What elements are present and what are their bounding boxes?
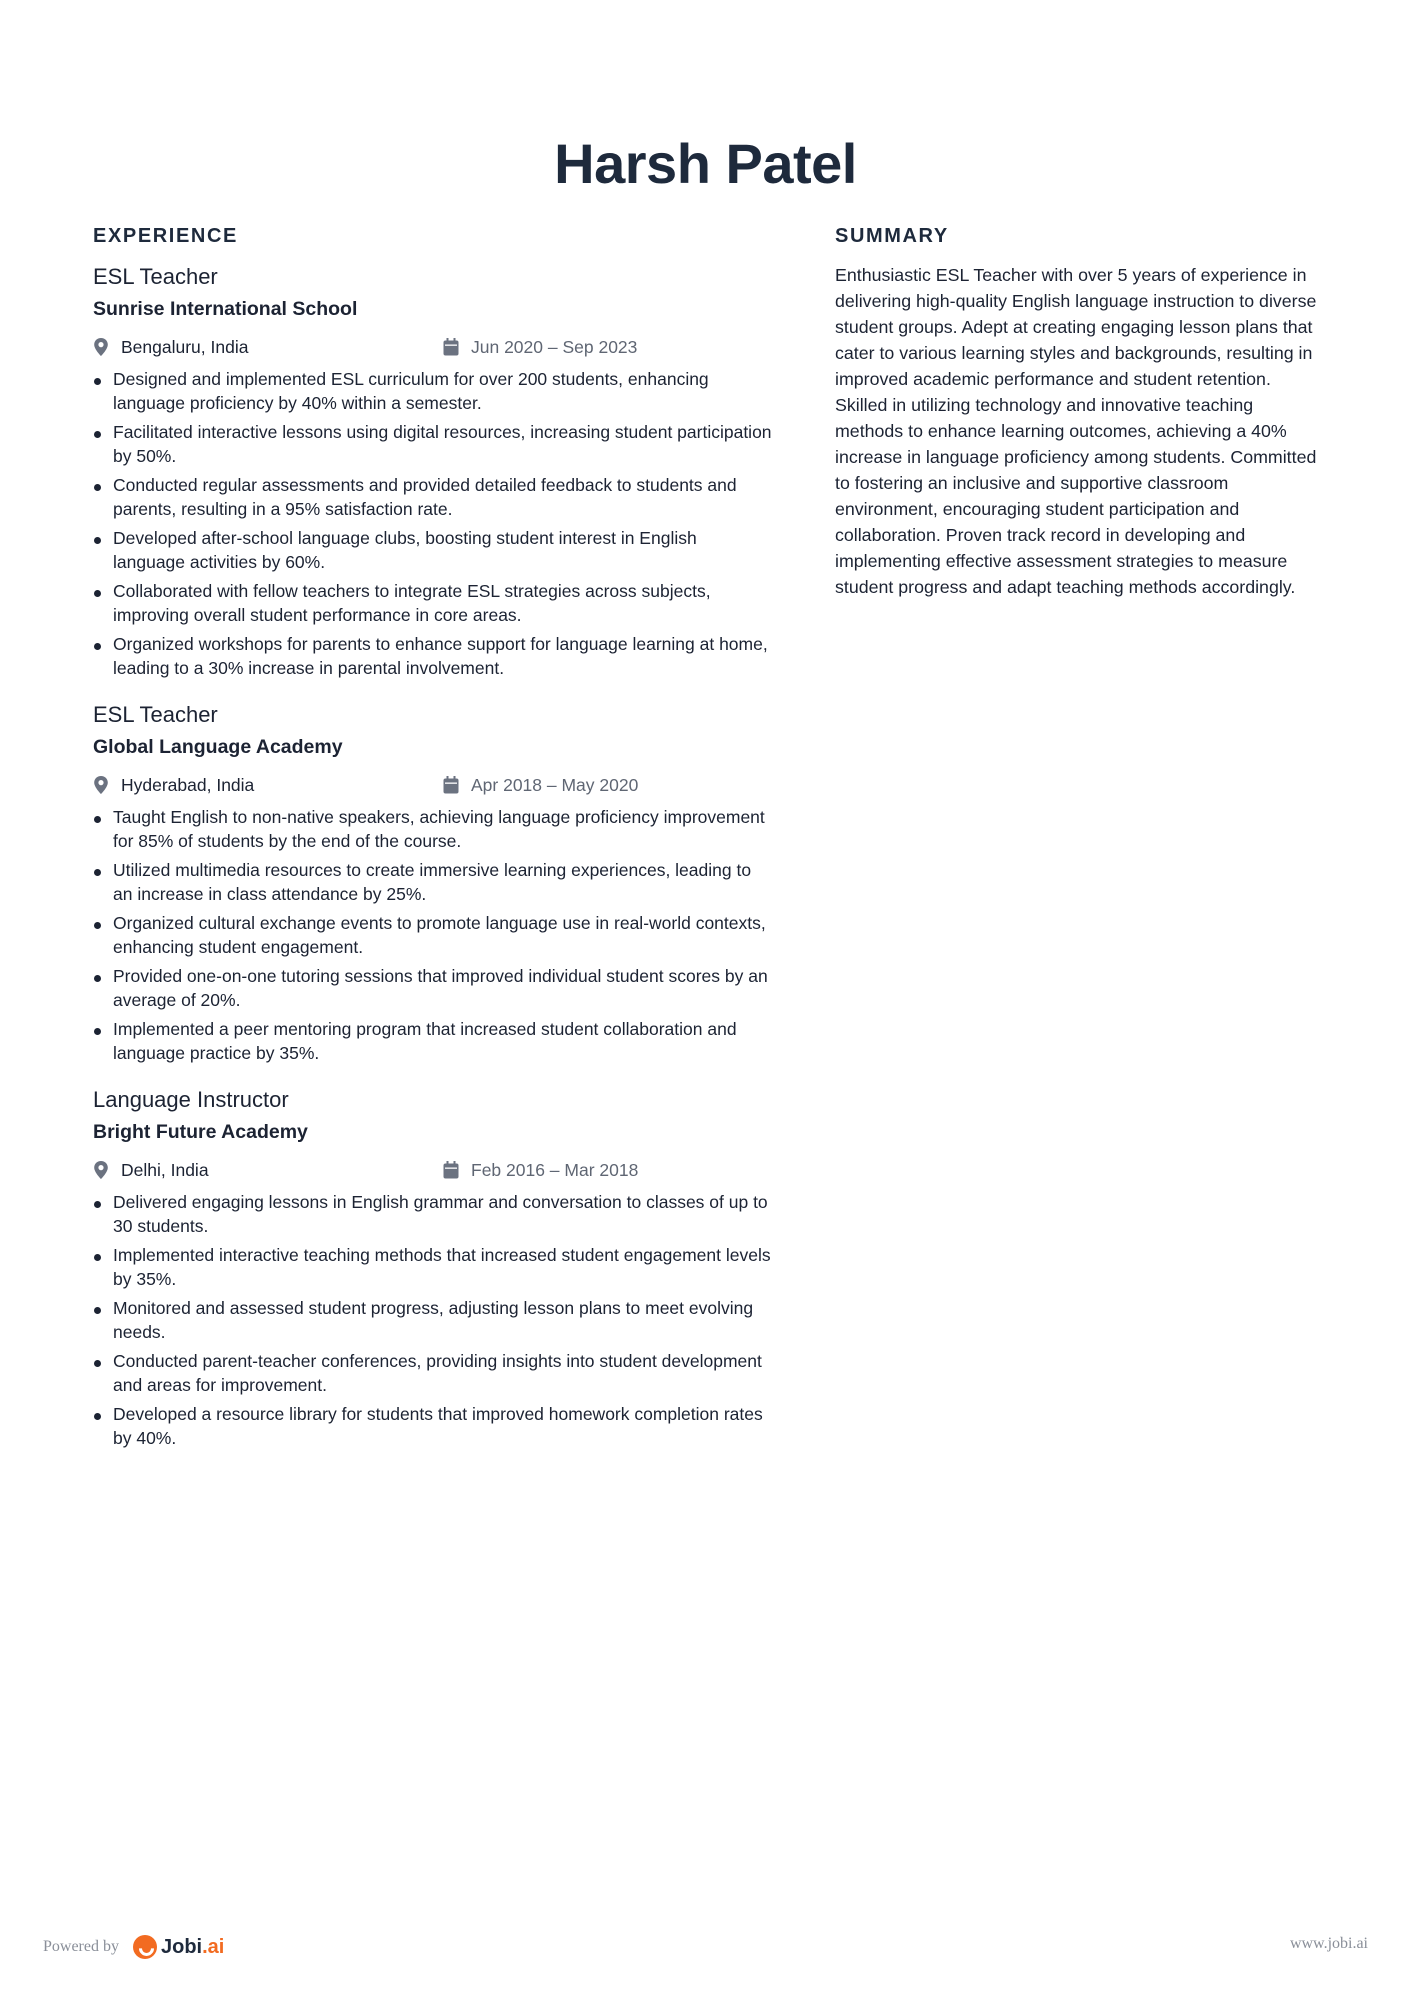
list-item: Utilized multimedia resources to create immersive learning experiences, leading to an increase in class attendance by 25%. [93, 859, 773, 906]
jobi-logo-icon [133, 1935, 157, 1959]
calendar-icon [443, 1161, 459, 1179]
job-dates [443, 332, 637, 362]
job-entry [93, 1085, 773, 1450]
job-location [93, 770, 254, 800]
logo-suffix-text: .ai [202, 1935, 225, 1958]
list-item: Provided one-on-one tutoring sessions that improved individual student scores by an average of 20%. [93, 965, 773, 1012]
logo-main-text: Jobi [160, 1935, 203, 1958]
job-dates [443, 770, 638, 800]
footer-branding [43, 1935, 224, 1959]
job-title: ESL Teacher [93, 702, 218, 727]
list-item: Facilitated interactive lessons using digital resources, increasing student participation by 50%. [93, 421, 773, 468]
list-item: Organized cultural exchange events to promote language use in real-world contexts, enhancing student engagement. [93, 912, 773, 959]
job-bullets [93, 368, 773, 680]
location-pin-icon [93, 1161, 109, 1179]
company-name: Bright Future Academy [93, 1121, 308, 1143]
jobi-logo-text [161, 1936, 224, 1959]
summary-heading: SUMMARY [835, 225, 949, 247]
list-item: Conducted parent-teacher conferences, providing insights into student development and areas for improvement. [93, 1350, 773, 1397]
job-dates-text: Feb 2016 – Mar 2018 [471, 1160, 639, 1180]
list-item: Conducted regular assessments and provided detailed feedback to students and parents, resulting in a 95% satisfaction rate. [93, 474, 773, 521]
job-title: Language Instructor [93, 1087, 289, 1112]
job-location-text: Bengaluru, India [121, 337, 249, 357]
job-entry [93, 700, 773, 1065]
list-item: Organized workshops for parents to enhance support for language learning at home, leading to a 30% increase in parental involvement. [93, 633, 773, 680]
candidate-name: Harsh Patel [554, 132, 857, 195]
company-name: Global Language Academy [93, 736, 343, 758]
footer-website-link[interactable]: www.jobi.ai [1289, 1935, 1368, 1952]
jobi-logo[interactable] [133, 1935, 224, 1959]
job-bullets [93, 806, 773, 1065]
summary-text: Enthusiastic ESL Teacher with over 5 years of experience in delivering high-quality English language instruction to diverse student groups. Adept at creating engaging lesson plans that cater to various learning styles and backgrounds, resulting in improved academic performance and student retention. Skilled in utilizing technology and innovative teaching methods to enhance learning outcomes, achieving a 40% increase in language proficiency among students. Committed to fostering an inclusive and supportive classroom environment, encouraging student participation and collaboration. Proven track record in developing and implementing effective assessment strategies to measure student progress and adapt teaching methods accordingly. [835, 265, 1317, 597]
job-dates [443, 1155, 638, 1185]
calendar-icon [443, 776, 459, 794]
job-meta [93, 770, 773, 800]
experience-heading: EXPERIENCE [93, 225, 238, 247]
list-item: Implemented interactive teaching methods that increased student engagement levels by 35%. [93, 1244, 773, 1291]
list-item: Developed a resource library for students that improved homework completion rates by 40%. [93, 1403, 773, 1450]
location-pin-icon [93, 338, 109, 356]
job-location-text: Delhi, India [121, 1160, 209, 1180]
list-item: Designed and implemented ESL curriculum for over 200 students, enhancing language proficiency by 40% within a semester. [93, 368, 773, 415]
job-meta [93, 332, 773, 362]
list-item: Collaborated with fellow teachers to integrate ESL strategies across subjects, improving overall student performance in core areas. [93, 580, 773, 627]
job-entry [93, 262, 773, 680]
job-title: ESL Teacher [93, 264, 218, 289]
company-name: Sunrise International School [93, 298, 358, 320]
job-location [93, 332, 248, 362]
list-item: Monitored and assessed student progress, adjusting lesson plans to meet evolving needs. [93, 1297, 773, 1344]
list-item: Developed after-school language clubs, boosting student interest in English language activities by 60%. [93, 527, 773, 574]
list-item: Taught English to non-native speakers, achieving language proficiency improvement for 85% of students by the end of the course. [93, 806, 773, 853]
calendar-icon [443, 338, 459, 356]
list-item: Implemented a peer mentoring program that increased student collaboration and language practice by 35%. [93, 1018, 773, 1065]
experience-section [93, 222, 773, 1470]
job-location-text: Hyderabad, India [121, 775, 255, 795]
summary-section [835, 222, 1325, 600]
job-dates-text: Jun 2020 – Sep 2023 [471, 337, 638, 357]
job-meta [93, 1155, 773, 1185]
location-pin-icon [93, 776, 109, 794]
powered-by-label: Powered by [43, 1938, 119, 1955]
job-location [93, 1155, 209, 1185]
job-bullets [93, 1191, 773, 1450]
list-item: Delivered engaging lessons in English grammar and conversation to classes of up to 30 students. [93, 1191, 773, 1238]
job-dates-text: Apr 2018 – May 2020 [471, 775, 639, 795]
